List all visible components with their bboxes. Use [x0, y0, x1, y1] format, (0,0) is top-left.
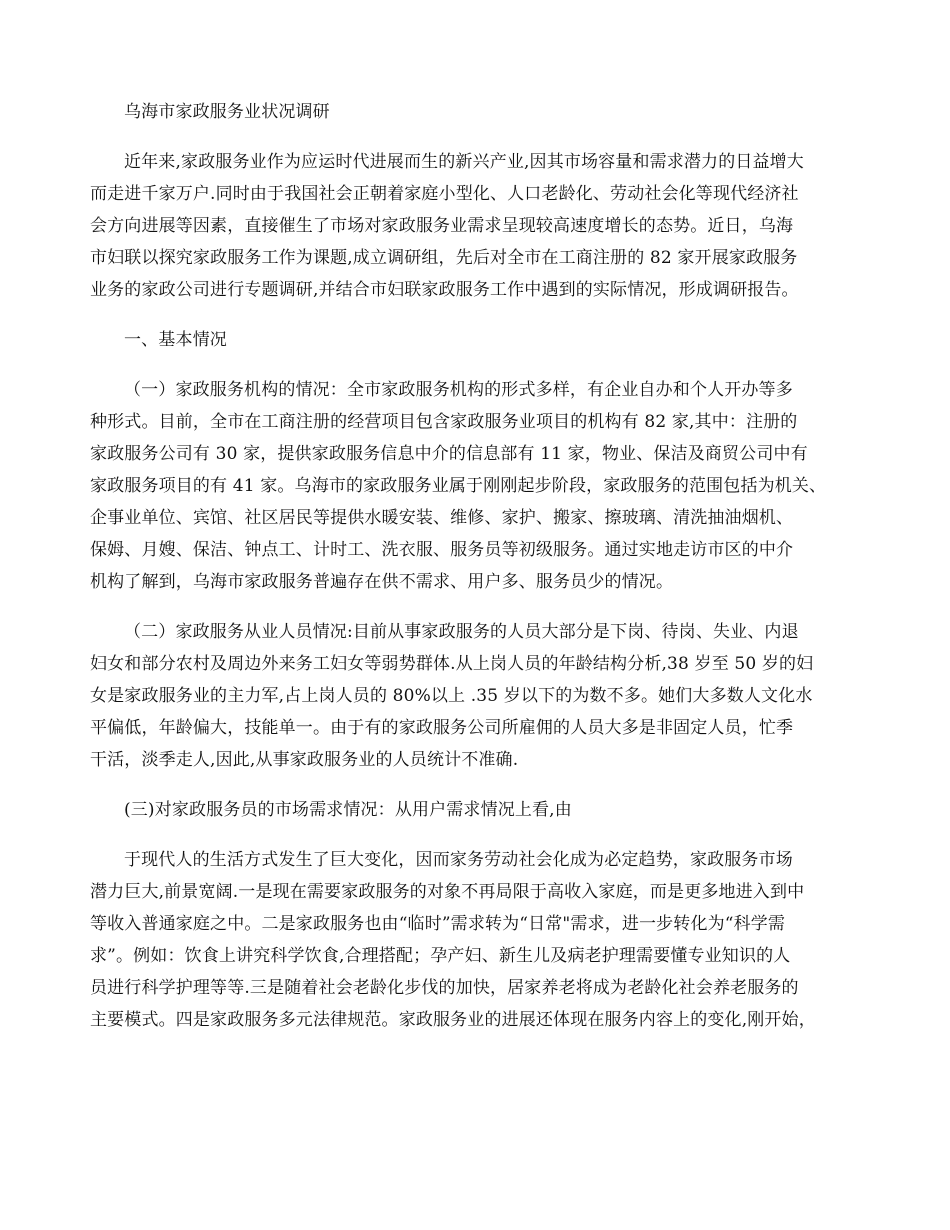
paragraph-line: 平偏低，年龄偏大，技能单一。由于有的家政服务公司所雇佣的人员大多是非固定人员，忙季: [90, 718, 794, 738]
paragraph-line: （一）家政服务机构的情况：全市家政服务机构的形式多样，有企业自办和个人开办等多: [124, 380, 793, 400]
intro-line: 近年来,家政服务业作为应运时代进展而生的新兴产业,因其市场容量和需求潜力的日益增大: [124, 152, 804, 172]
spacer: [90, 356, 870, 374]
document-page: [90, 96, 870, 1036]
paragraph-line: （二）家政服务从业人员情况:目前从事家政服务的人员大部分是下岗、待岗、失业、内退: [124, 622, 799, 642]
intro-paragraph: [90, 146, 870, 306]
paragraph-demand: [90, 844, 870, 1036]
paragraph-line: 家政服务公司有 30 家，提供家政服务信息中介的信息部有 11 家，物业、保洁及商贸公司中有: [90, 444, 808, 464]
spacer: [90, 128, 870, 146]
paragraph-line: 企事业单位、宾馆、社区居民等提供水暖安装、维修、家护、搬家、擦玻璃、清洗抽油烟机、: [90, 508, 794, 528]
paragraph-line: 员进行科学护理等等.三是随着社会老龄化步伐的加快，居家养老将成为老龄化社会养老服务的: [90, 978, 799, 998]
spacer: [90, 826, 870, 844]
intro-line: 而走进千家万户.同时由于我国社会正朝着家庭小型化、人口老龄化、劳动社会化等现代经济社: [90, 184, 799, 204]
paragraph-line: 于现代人的生活方式发生了巨大变化，因而家务劳动社会化成为必定趋势，家政服务市场: [124, 850, 793, 870]
section-heading: 一、基本情况: [124, 330, 227, 350]
paragraph-demand-heading: [90, 794, 870, 826]
paragraph-institutions: [90, 374, 870, 598]
spacer: [90, 306, 870, 324]
paragraph-line: 求”。例如：饮食上讲究科学饮食,合理搭配；孕产妇、新生儿及病老护理需要懂专业知识的人: [90, 946, 791, 966]
paragraph-line: 妇女和部分农村及周边外来务工妇女等弱势群体.从上岗人员的年龄结构分析,38 岁至 50 岁的妇: [90, 654, 814, 674]
paragraph-line: 潜力巨大,前景宽阔.一是现在需要家政服务的对象不再局限于高收入家庭，而是更多地进入到中: [90, 882, 805, 902]
paragraph-line: (三)对家政服务员的市场需求情况：从用户需求情况上看,由: [124, 800, 572, 820]
document-title: 乌海市家政服务业状况调研: [124, 102, 330, 122]
intro-line: 业务的家政公司进行专题调研,并结合市妇联家政服务工作中遇到的实际情况，形成调研报告。: [90, 280, 799, 300]
spacer: [90, 598, 870, 616]
paragraph-line: 等收入普通家庭之中。二是家政服务也由“临时”需求转为“日常"需求，进一步转化为“科学需: [90, 914, 786, 934]
intro-line: 会方向进展等因素，直接催生了市场对家政服务业需求呈现较高速度增长的态势。近日，乌海: [90, 216, 794, 236]
intro-line: 市妇联以探究家政服务工作为课题,成立调研组，先后对全市在工商注册的 82 家开展家政服务: [90, 248, 798, 268]
paragraph-line: 种形式。目前，全市在工商注册的经营项目包含家政服务业项目的机构有 82 家,其中：注册的: [90, 412, 798, 432]
spacer: [90, 776, 870, 794]
paragraph-line: 主要模式。四是家政服务多元法律规范。家政服务业的进展还体现在服务内容上的变化,刚开始，: [90, 1010, 816, 1030]
paragraph-line: 家政服务项目的有 41 家。乌海市的家政服务业属于刚刚起步阶段，家政服务的范围包括为机关、: [90, 476, 827, 496]
paragraph-line: 机构了解到，乌海市家政服务普遍存在供不需求、用户多、服务员少的情况。: [90, 572, 674, 592]
paragraph-line: 女是家政服务业的主力军,占上岗人员的 80%以上 .35 岁以下的为数不多。她们大多数人文化水: [90, 686, 813, 706]
paragraph-line: 保姆、月嫂、保洁、钟点工、计时工、洗衣服、服务员等初级服务。通过实地走访市区的中介: [90, 540, 794, 560]
paragraph-workers: [90, 616, 870, 776]
paragraph-line: 干活，淡季走人,因此,从事家政服务业的人员统计不准确.: [90, 750, 519, 770]
